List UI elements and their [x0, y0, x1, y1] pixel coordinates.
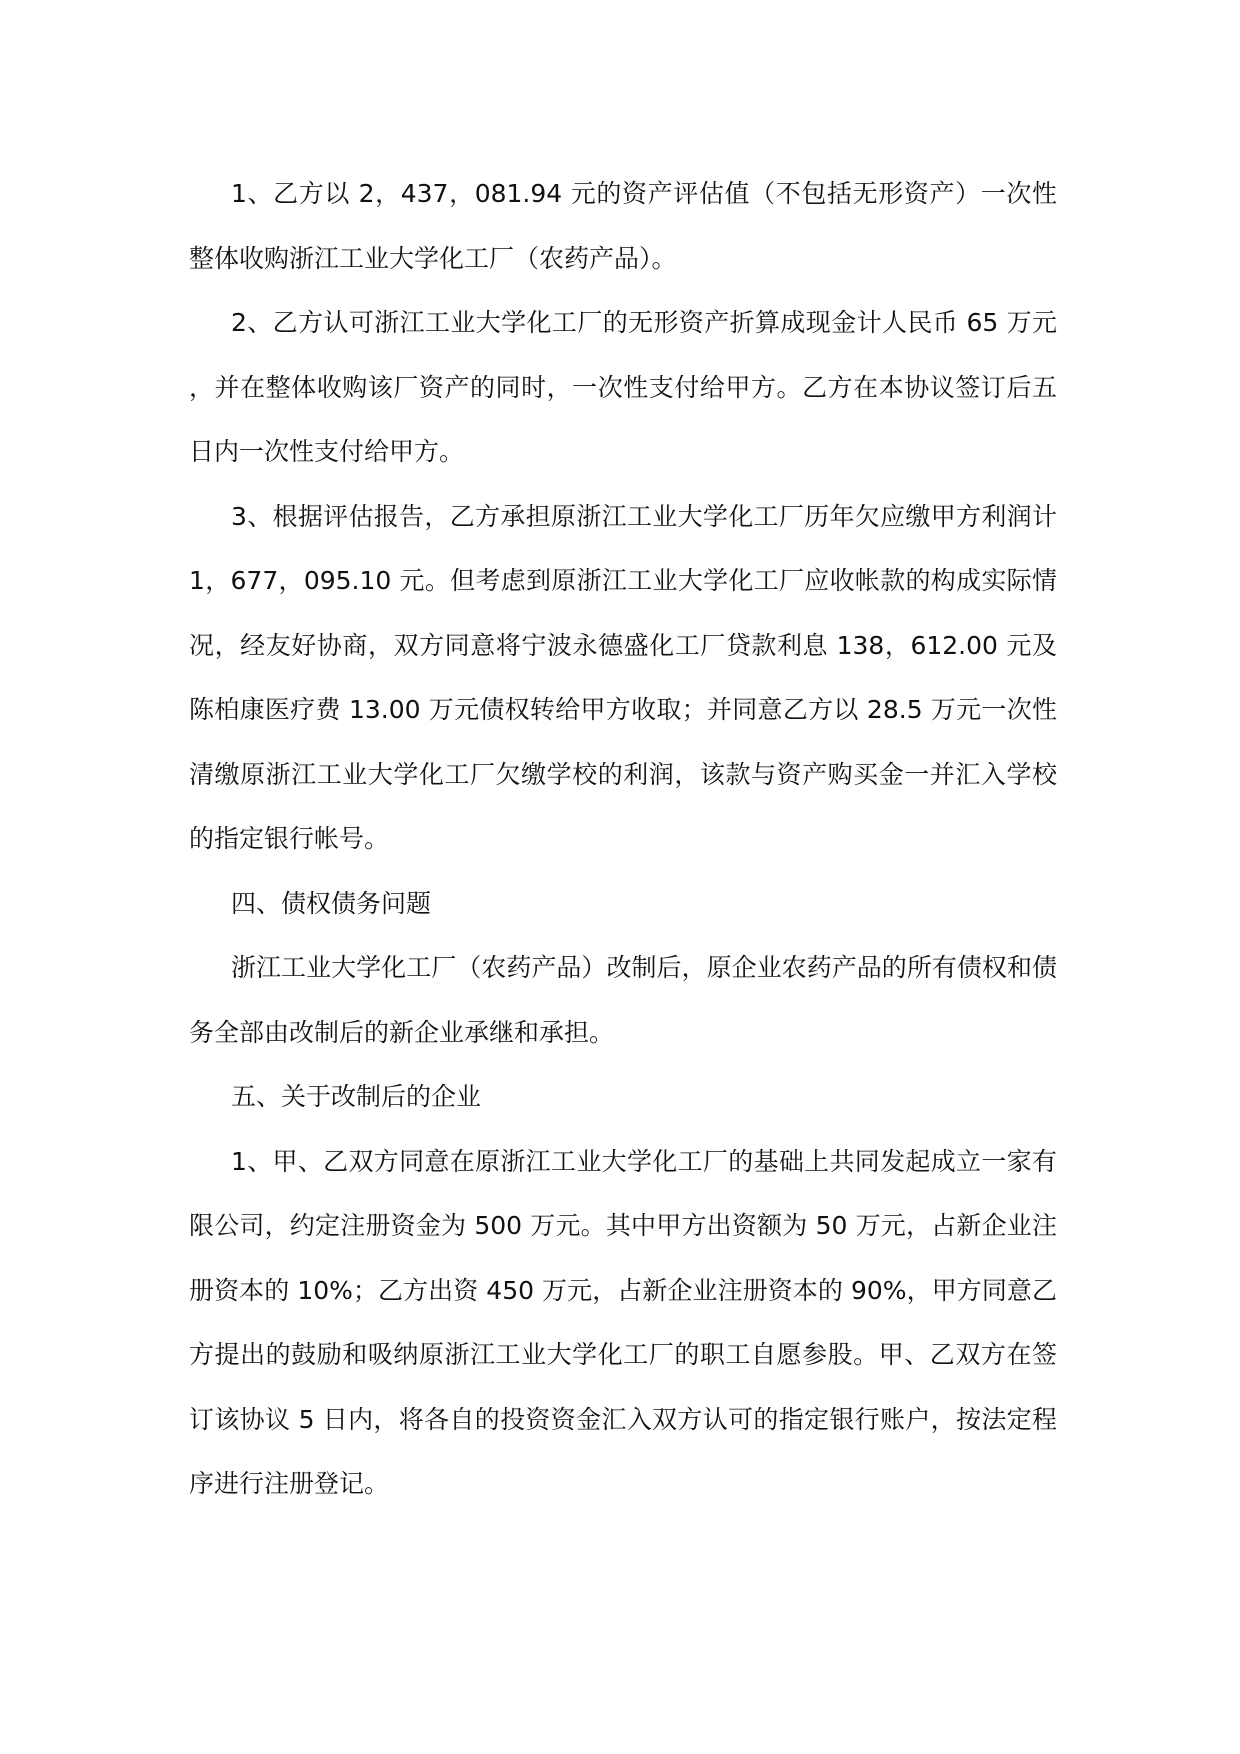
- document-body: [189, 162, 1057, 1517]
- section-heading-debts: 四、债权债务问题: [231, 888, 432, 918]
- paragraph-profit-settlement: 3、根据评估报告，乙方承担原浙江工业大学化工厂历年欠应缴甲方利润计 1，677，095.10 元。但考虑到原浙江工业大学化工厂应收帐款的构成实际情况，经友好协商，双方同意将宁波永德盛化工厂贷款利息 138，612.00 元及陈柏康医疗费 13.00 万元债权转给甲方收取；并同意乙方以 28.5 万元一次性清缴原浙江工业大学化工厂欠缴学校的利润，该款与资产购买金一并汇入学校的指定银行帐号。: [189, 501, 1057, 853]
- section-heading-new-enterprise: 五、关于改制后的企业: [231, 1082, 482, 1111]
- paragraph-intangible-assets: 2、乙方认可浙江工业大学化工厂的无形资产折算成现金计人民币 65 万元，并在整体收购该厂资产的同时，一次性支付给甲方。乙方在本协议签订后五日内一次性支付给甲方。: [189, 308, 1057, 466]
- paragraph-asset-purchase: 1、乙方以 2，437，081.94 元的资产评估值（不包括无形资产）一次性整体收购浙江工业大学化工厂（农药产品）。: [189, 179, 1057, 273]
- paragraph-debts: 浙江工业大学化工厂（农药产品）改制后，原企业农药产品的所有债权和债务全部由改制后的新企业承继和承担。: [189, 953, 1057, 1047]
- paragraph-new-enterprise: 1、甲、乙双方同意在原浙江工业大学化工厂的基础上共同发起成立一家有限公司，约定注册资金为 500 万元。其中甲方出资额为 50 万元，占新企业注册资本的 10%；乙方出资 450 万元，占新企业注册资本的 90%，甲方同意乙方提出的鼓励和吸纳原浙江工业大学化工厂的职工自愿参股。甲、乙双方在签订该协议 5 日内，将各自的投资资金汇入双方认可的指定银行账户，按法定程序进行注册登记。: [189, 1146, 1057, 1498]
